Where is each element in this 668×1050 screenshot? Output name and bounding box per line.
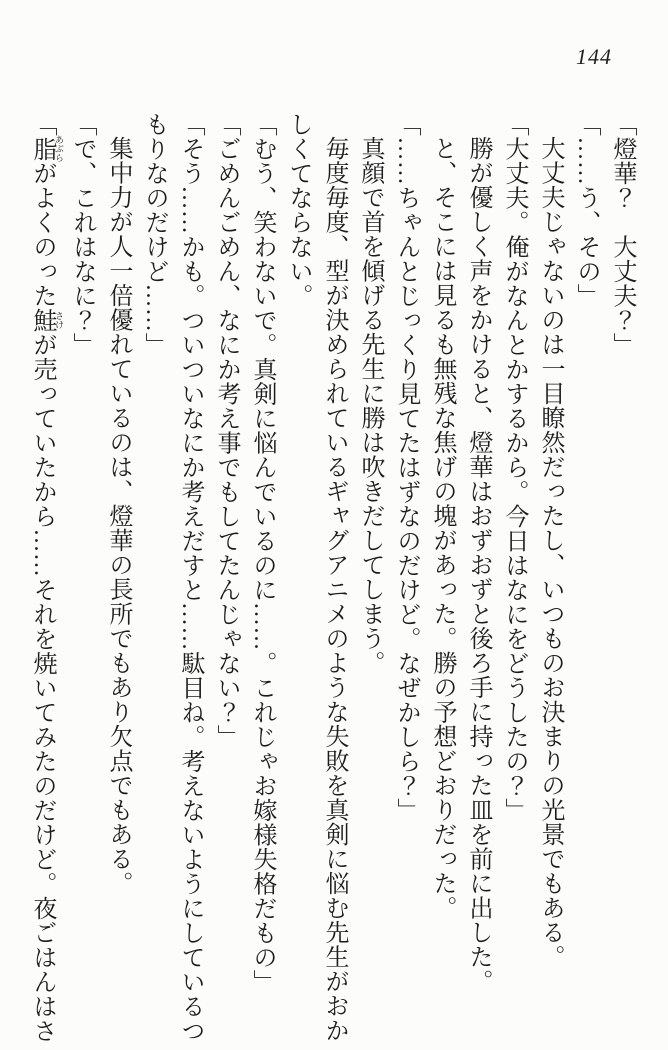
text-line: 集中力が人一倍優れているのは、燈華の長所でもあり欠点でもある。: [105, 136, 131, 896]
text-line: 「むう、笑わないで。真剣に悩んでいるのに……。これじゃお嫁様失格だもの」: [249, 112, 275, 994]
furigana-ruby: 鮭 さけ: [29, 308, 64, 333]
text-line: しくてならない。: [285, 112, 311, 308]
text-line: もりなのだけど……」: [141, 112, 167, 357]
text-line: 「……う、その」: [573, 112, 599, 308]
text-line: 「……ちゃんとじっくり見てたはずなのだけど。なぜかしら？」: [393, 112, 419, 823]
text-line: 「燈華？ 大丈夫？」: [609, 112, 635, 357]
text-line: 「ごめんごめん、なにか考え事でもしてたんじゃない？」: [213, 112, 239, 749]
text-line: 真顔で首を傾げる先生に勝は吹きだしてしまう。: [357, 136, 383, 675]
body-text: [24, 112, 640, 1046]
page-number: 144: [576, 44, 612, 69]
text-line: 勝が優しく声をかけると、燈華はおずおずと後ろ手に持った皿を前に出した。: [465, 136, 491, 994]
text-line: と、そこには見るも無残な焦げの塊があった。勝の予想どおりだった。: [429, 136, 455, 920]
text-line: 大丈夫じゃないのは一目瞭然だったし、いつものお決まりの光景でもある。: [537, 136, 563, 969]
text-line: 「大丈夫。俺がなんとかするから。今日はなにをどうしたの？」: [501, 112, 527, 823]
text-line: 「で、これはなに？」: [69, 112, 95, 357]
text-line: 「脂 あぶらがよくのった鮭 さけが売っていたから……それを焼いてみたのだけど。夜ごはんはさ: [29, 112, 64, 1043]
furigana-ruby: 脂 あぶら: [29, 135, 64, 163]
text-line: 「そう……かも。ついついなにか考えだすと……駄目ね。考えないようにしているつ: [177, 112, 203, 1043]
text-line: 毎度毎度、型が決められているギャグアニメのような失敗を真剣に悩む先生がおか: [321, 136, 347, 1043]
